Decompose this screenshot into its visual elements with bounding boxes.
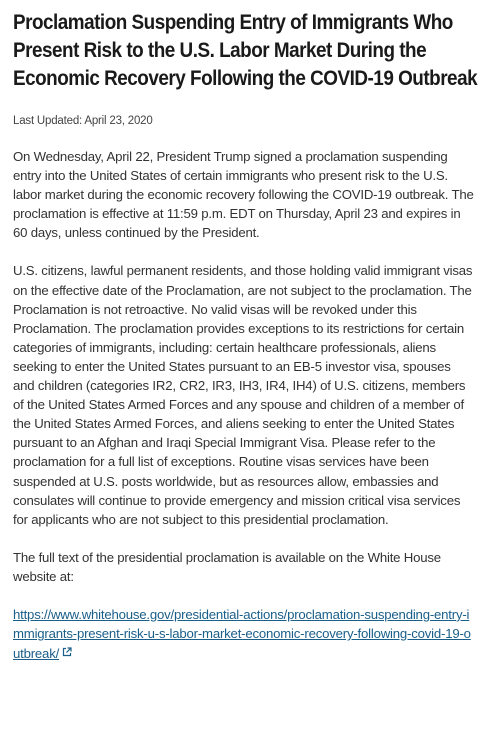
page-title: Proclamation Suspending Entry of Immigrants Who Present Risk to the U.S. Labor Market During the Economic Recovery Following the COVID-19 Outbreak xyxy=(13,11,478,90)
last-updated-date: Last Updated: April 23, 2020 xyxy=(13,115,153,127)
paragraph-exceptions: U.S. citizens, lawful permanent residents, and those holding valid immigrant visas on the effective date of the Proclamation, are not subject to the proclamation. The Proclamation is not retroactive. No valid visas will be revoked under this Proclamation. The proclamation provides exceptions to its restrictions for certain categories of immigrants, including: certain healthcare professionals, aliens seeking to enter the United States pursuant to an EB-5 investor visa, spouses and children (categories IR2, CR2, IR3, IH3, IR4, IH4) of U.S. citizens, members of the United States Armed Forces and any spouse and children of a member of the United States Armed Forces, and aliens seeking to enter the United States pursuant to an Afghan and Iraqi Special Immigrant Visa. Please refer to the proclamation for a full list of exceptions. Routine visas services have been suspended at U.S. posts worldwide, but as resources allow, embassies and consulates will continue to provide emergency and mission critical visa services for applicants who are not subject to this presidential proclamation. xyxy=(13,263,473,527)
external-link-icon[interactable] xyxy=(62,643,72,662)
paragraph-announcement: On Wednesday, April 22, President Trump signed a proclamation suspending entry into the United States of certain immigrants who present risk to the U.S. labor market during the economic recovery following the COVID-19 outbreak. The proclamation is effective at 11:59 p.m. EDT on Thursday, April 23 and expires in 60 days, unless continued by the President. xyxy=(13,149,474,241)
paragraph-full-text-intro: The full text of the presidential proclamation is available on the White House website at: xyxy=(13,549,441,584)
link-paragraph xyxy=(13,605,475,663)
whitehouse-proclamation-link[interactable]: https://www.whitehouse.gov/presidential-actions/proclamation-suspending-entry-immigrants-present-risk-u-s-labor-market-economic-recovery-following-covid-19-outbreak/ xyxy=(13,606,471,662)
